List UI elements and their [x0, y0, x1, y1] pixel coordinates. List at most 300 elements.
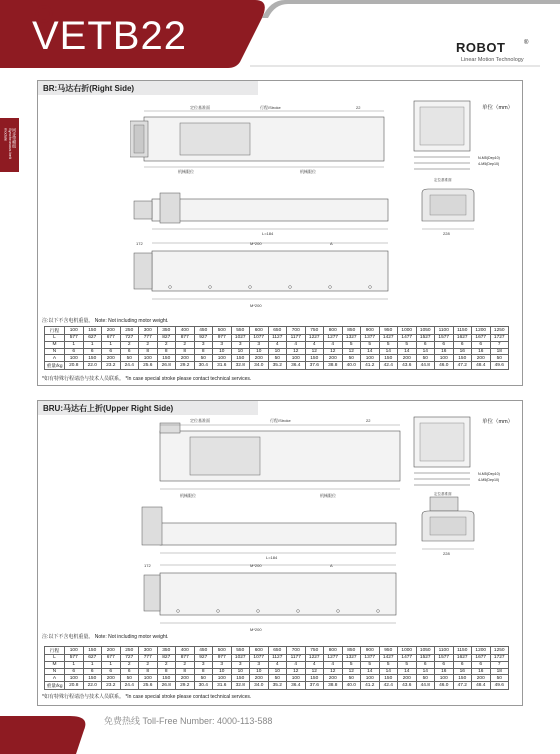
- brand-registered-mark: ®: [524, 40, 529, 46]
- table-cell: 100: [287, 355, 306, 362]
- table-cell: 10: [231, 348, 250, 355]
- table-cell: 150: [83, 647, 102, 655]
- table-cell: 30.4: [194, 682, 213, 690]
- table-cell: 550: [231, 647, 250, 655]
- svg-text:机械限位: 机械限位: [180, 493, 196, 498]
- table-cell: 1377: [361, 335, 380, 342]
- table-cell: 24.4: [120, 362, 139, 370]
- table-cell: 50: [120, 355, 139, 362]
- table-cell: 150: [305, 675, 324, 682]
- svg-text:A: A: [330, 563, 333, 568]
- table-cell: 10: [250, 668, 269, 675]
- table-cell: 5: [379, 661, 398, 668]
- table-cell: 49.6: [490, 682, 509, 690]
- table-cell: 31.6: [213, 682, 232, 690]
- row-label: N: [45, 668, 65, 675]
- table-cell: 16: [472, 668, 491, 675]
- svg-text:机械限位: 机械限位: [320, 493, 336, 498]
- table-cell: 1127: [268, 655, 287, 662]
- profile-view-drawing: [416, 185, 480, 237]
- table-cell: 12: [305, 348, 324, 355]
- table-cell: 34.0: [250, 682, 269, 690]
- table-cell: 41.2: [361, 362, 380, 370]
- spec-table-upper-right-side: [44, 646, 509, 690]
- table-cell: 1477: [398, 335, 417, 342]
- table-cell: 1: [65, 341, 84, 348]
- svg-text:L=184: L=184: [266, 555, 278, 560]
- table-cell: 44.8: [416, 682, 435, 690]
- table-cell: 150: [231, 675, 250, 682]
- table-cell: 12: [287, 668, 306, 675]
- table-cell: 500: [213, 327, 232, 335]
- table-cell: 4: [268, 661, 287, 668]
- table-cell: 200: [472, 355, 491, 362]
- table-cell: 50: [342, 355, 361, 362]
- table-cell: 450: [194, 327, 213, 335]
- top-view-drawing: [130, 417, 420, 501]
- table-cell: 40.0: [342, 362, 361, 370]
- table-cell: 6: [416, 661, 435, 668]
- table-cell: 50: [268, 675, 287, 682]
- table-cell: 50: [120, 675, 139, 682]
- table-cell: 12: [324, 348, 343, 355]
- table-cell: 2: [120, 341, 139, 348]
- table-cell: 550: [231, 327, 250, 335]
- table-cell: 827: [157, 655, 176, 662]
- table-cell: 37.6: [305, 682, 324, 690]
- table-cell: 46.0: [435, 362, 454, 370]
- table-cell: 16: [453, 668, 472, 675]
- table-cell: 14: [416, 668, 435, 675]
- svg-text:M*200: M*200: [250, 627, 262, 632]
- table-row: [45, 655, 509, 662]
- table-cell: 14: [361, 668, 380, 675]
- table-cell: 1727: [490, 335, 509, 342]
- table-cell: 1100: [435, 647, 454, 655]
- table-cell: 8: [139, 348, 158, 355]
- table-cell: 900: [361, 327, 380, 335]
- table-row: [45, 647, 509, 655]
- dim-mech-limit-label: 机械限位: [178, 169, 194, 174]
- table-cell: 200: [102, 327, 121, 335]
- row-label: M: [45, 661, 65, 668]
- dim-mech-limit-label-2: 机械限位: [300, 169, 316, 174]
- table-cell: 1: [65, 661, 84, 668]
- table-cell: 6: [120, 348, 139, 355]
- table-cell: 5: [342, 661, 361, 668]
- table-cell: 30.4: [194, 362, 213, 370]
- bottom-view-drawing: [130, 561, 430, 637]
- special-stroke-note: *如有特殊行程请洽与技术人员联系。 *In case special stroke please contact technical services.: [42, 694, 252, 700]
- table-row: [45, 335, 509, 342]
- table-cell: 1327: [342, 335, 361, 342]
- table-cell: 1: [83, 661, 102, 668]
- table-cell: 8: [139, 668, 158, 675]
- table-cell: 50: [490, 675, 509, 682]
- table-cell: 6: [453, 341, 472, 348]
- table-cell: 950: [379, 647, 398, 655]
- table-cell: 44.8: [416, 362, 435, 370]
- dim-22-label: 22: [356, 105, 361, 110]
- table-cell: 777: [139, 655, 158, 662]
- table-cell: 1250: [490, 327, 509, 335]
- page-title: VETB22: [32, 14, 187, 58]
- svg-text:定位基准面: 定位基准面: [434, 492, 452, 496]
- table-cell: 35.2: [268, 682, 287, 690]
- table-cell: 14: [416, 348, 435, 355]
- table-cell: 41.2: [361, 682, 380, 690]
- table-cell: 200: [102, 647, 121, 655]
- end-view-drawing: [406, 95, 478, 183]
- table-cell: 2: [157, 661, 176, 668]
- table-cell: 800: [324, 327, 343, 335]
- table-cell: 927: [194, 655, 213, 662]
- table-cell: 1: [102, 661, 121, 668]
- table-cell: 12: [287, 348, 306, 355]
- table-cell: 877: [176, 335, 195, 342]
- table-cell: 2: [157, 341, 176, 348]
- unit-label: 单位（mm）: [482, 419, 514, 425]
- table-cell: 16: [435, 668, 454, 675]
- table-cell: 5: [361, 341, 380, 348]
- table-cell: 500: [213, 647, 232, 655]
- table-cell: 850: [342, 327, 361, 335]
- table-cell: 2: [120, 661, 139, 668]
- table-cell: 43.6: [398, 682, 417, 690]
- table-cell: 700: [287, 647, 306, 655]
- screw-callout: N-M5(Dep10): [478, 156, 500, 160]
- table-row: [45, 668, 509, 675]
- table-cell: 250: [120, 327, 139, 335]
- table-cell: 150: [231, 355, 250, 362]
- brand-name: ROBOT: [456, 40, 506, 55]
- table-cell: 100: [287, 675, 306, 682]
- table-cell: 12: [324, 668, 343, 675]
- table-cell: 100: [65, 327, 84, 335]
- table-cell: 777: [139, 335, 158, 342]
- table-cell: 6: [83, 668, 102, 675]
- table-cell: 26.8: [157, 682, 176, 690]
- table-cell: 1177: [287, 655, 306, 662]
- table-cell: 150: [379, 355, 398, 362]
- table-cell: 200: [472, 675, 491, 682]
- table-cell: 32.8: [231, 362, 250, 370]
- table-cell: 4: [324, 661, 343, 668]
- end-view-callouts: [478, 471, 500, 483]
- table-cell: 50: [194, 675, 213, 682]
- table-cell: 48.4: [472, 362, 491, 370]
- table-cell: 5: [361, 661, 380, 668]
- table-cell: 200: [398, 355, 417, 362]
- table-cell: 37.6: [305, 362, 324, 370]
- table-cell: 150: [83, 327, 102, 335]
- table-cell: 16: [453, 348, 472, 355]
- table-cell: 10: [213, 348, 232, 355]
- table-cell: 200: [398, 675, 417, 682]
- table-cell: 46.0: [435, 682, 454, 690]
- table-cell: 1677: [472, 655, 491, 662]
- row-label: L: [45, 655, 65, 662]
- table-cell: 3: [194, 341, 213, 348]
- table-cell: 577: [65, 335, 84, 342]
- table-cell: 18: [490, 668, 509, 675]
- table-cell: 5: [379, 341, 398, 348]
- svg-text:行程/Stroke: 行程/Stroke: [270, 418, 291, 423]
- table-cell: 5: [398, 661, 417, 668]
- table-cell: 47.2: [453, 682, 472, 690]
- table-cell: 450: [194, 647, 213, 655]
- screw-callout: N-M5(Dep10): [478, 472, 500, 476]
- table-cell: 29.2: [176, 362, 195, 370]
- table-cell: 43.6: [398, 362, 417, 370]
- svg-text:22: 22: [366, 418, 371, 423]
- table-cell: 16: [472, 348, 491, 355]
- front-view-drawing: [130, 189, 400, 237]
- table-cell: 100: [65, 647, 84, 655]
- table-cell: 22.0: [83, 362, 102, 370]
- table-cell: 150: [305, 355, 324, 362]
- spec-table-right-side: [44, 326, 509, 370]
- table-cell: 100: [139, 675, 158, 682]
- page-header: [0, 0, 560, 68]
- table-cell: 200: [102, 355, 121, 362]
- table-cell: 20.8: [65, 682, 84, 690]
- section-upper-right-side: [37, 400, 523, 706]
- table-cell: 150: [453, 675, 472, 682]
- table-cell: 3: [250, 341, 269, 348]
- table-cell: 8: [176, 348, 195, 355]
- table-cell: 150: [453, 355, 472, 362]
- svg-text:M*200: M*200: [250, 303, 262, 308]
- table-cell: 200: [324, 355, 343, 362]
- table-cell: 150: [83, 355, 102, 362]
- table-row: [45, 341, 509, 348]
- table-row: [45, 682, 509, 690]
- row-label: L: [45, 335, 65, 342]
- table-row: [45, 327, 509, 335]
- table-cell: 4: [305, 661, 324, 668]
- svg-text:A: A: [330, 241, 333, 246]
- table-cell: 4: [268, 341, 287, 348]
- svg-text:172: 172: [136, 241, 143, 246]
- section-heading-bar: [38, 401, 258, 415]
- table-cell: 3: [231, 661, 250, 668]
- table-cell: 42.4: [379, 682, 398, 690]
- table-cell: 1077: [250, 655, 269, 662]
- table-cell: 42.4: [379, 362, 398, 370]
- table-cell: 6: [453, 661, 472, 668]
- table-cell: 6: [102, 668, 121, 675]
- table-cell: 927: [194, 335, 213, 342]
- table-row: [45, 661, 509, 668]
- table-cell: 350: [157, 327, 176, 335]
- table-cell: 6: [65, 348, 84, 355]
- table-cell: 3: [231, 341, 250, 348]
- table-cell: 12: [305, 668, 324, 675]
- table-cell: 650: [268, 647, 287, 655]
- table-cell: 250: [120, 647, 139, 655]
- table-cell: 6: [472, 661, 491, 668]
- table-cell: 750: [305, 327, 324, 335]
- table-cell: 600: [250, 647, 269, 655]
- table-cell: 100: [65, 675, 84, 682]
- table-cell: 1027: [231, 655, 250, 662]
- svg-text:定位基准面: 定位基准面: [434, 178, 452, 182]
- table-cell: 1177: [287, 335, 306, 342]
- table-cell: 1150: [453, 327, 472, 335]
- robot-logo-icon: [0, 0, 140, 30]
- table-cell: 200: [176, 355, 195, 362]
- table-cell: 10: [268, 348, 287, 355]
- table-cell: 31.6: [213, 362, 232, 370]
- table-cell: 200: [176, 675, 195, 682]
- table-cell: 32.8: [231, 682, 250, 690]
- table-cell: 100: [139, 355, 158, 362]
- section-right-side: [37, 80, 523, 386]
- table-cell: 1577: [435, 655, 454, 662]
- table-cell: 1127: [268, 335, 287, 342]
- table-cell: 4: [305, 341, 324, 348]
- brand-subtitle: Linear Motion Technology: [461, 57, 524, 63]
- table-cell: 38.8: [324, 362, 343, 370]
- special-stroke-note: *如有特殊行程请洽与技术人员联系。 *In case special stroke please contact technical services.: [42, 376, 252, 382]
- table-cell: 727: [120, 655, 139, 662]
- table-cell: 14: [379, 668, 398, 675]
- table-cell: 200: [250, 355, 269, 362]
- table-cell: 23.2: [102, 362, 121, 370]
- svg-text:228: 228: [443, 231, 450, 236]
- row-label: A: [45, 355, 65, 362]
- table-cell: 100: [435, 355, 454, 362]
- table-cell: 677: [102, 335, 121, 342]
- table-cell: 6: [435, 341, 454, 348]
- table-cell: 1227: [305, 335, 324, 342]
- table-cell: 650: [268, 327, 287, 335]
- table-cell: 50: [416, 675, 435, 682]
- table-cell: 23.2: [102, 682, 121, 690]
- top-view-drawing: [130, 103, 420, 175]
- table-cell: 8: [176, 668, 195, 675]
- table-cell: 1: [102, 341, 121, 348]
- table-cell: 4: [287, 661, 306, 668]
- table-cell: 300: [139, 327, 158, 335]
- table-cell: 1027: [231, 335, 250, 342]
- table-cell: 1277: [324, 335, 343, 342]
- table-cell: 35.2: [268, 362, 287, 370]
- table-cell: 1627: [453, 335, 472, 342]
- table-cell: 50: [416, 355, 435, 362]
- table-cell: 350: [157, 647, 176, 655]
- table-row: [45, 675, 509, 682]
- table-cell: 29.2: [176, 682, 195, 690]
- table-cell: 1527: [416, 335, 435, 342]
- table-cell: 577: [65, 655, 84, 662]
- table-cell: 50: [194, 355, 213, 362]
- table-cell: 16: [435, 348, 454, 355]
- svg-text:L=184: L=184: [262, 231, 274, 236]
- side-category-tab: [0, 118, 19, 172]
- front-view-drawing: [130, 505, 400, 561]
- table-cell: 6: [83, 348, 102, 355]
- table-cell: 50: [342, 675, 361, 682]
- table-cell: 977: [213, 335, 232, 342]
- table-cell: 2: [139, 341, 158, 348]
- table-cell: 677: [102, 655, 121, 662]
- table-cell: 36.4: [287, 682, 306, 690]
- table-cell: 877: [176, 655, 195, 662]
- table-cell: 25.6: [139, 362, 158, 370]
- table-cell: 8: [194, 668, 213, 675]
- table-cell: 1427: [379, 655, 398, 662]
- table-cell: 6: [416, 341, 435, 348]
- table-cell: 1677: [472, 335, 491, 342]
- table-row: [45, 348, 509, 355]
- svg-text:228: 228: [443, 551, 450, 556]
- table-cell: 34.0: [250, 362, 269, 370]
- table-cell: 14: [361, 348, 380, 355]
- table-cell: 40.0: [342, 682, 361, 690]
- table-cell: 1: [83, 341, 102, 348]
- table-cell: 6: [102, 348, 121, 355]
- table-cell: 1227: [305, 655, 324, 662]
- table-cell: 6: [65, 668, 84, 675]
- table-cell: 400: [176, 647, 195, 655]
- table-cell: 8: [157, 348, 176, 355]
- table-cell: 6: [472, 341, 491, 348]
- screw-callout-2: 4-M5(Dep10): [478, 162, 500, 166]
- table-row: [45, 355, 509, 362]
- table-cell: 100: [213, 355, 232, 362]
- motor-weight-note: 注:以下不含电机重量。 Note: Not including motor weight.: [42, 634, 169, 640]
- table-cell: 7: [490, 661, 509, 668]
- table-cell: 1477: [398, 655, 417, 662]
- table-cell: 49.6: [490, 362, 509, 370]
- table-cell: 36.4: [287, 362, 306, 370]
- table-cell: 4: [324, 341, 343, 348]
- table-cell: 3: [213, 341, 232, 348]
- table-cell: 977: [213, 655, 232, 662]
- table-cell: 950: [379, 327, 398, 335]
- table-cell: 727: [120, 335, 139, 342]
- table-cell: 2: [176, 661, 195, 668]
- row-label: A: [45, 675, 65, 682]
- table-cell: 10: [268, 668, 287, 675]
- table-cell: 627: [83, 335, 102, 342]
- table-cell: 150: [157, 355, 176, 362]
- table-cell: 3: [213, 661, 232, 668]
- table-cell: 1577: [435, 335, 454, 342]
- table-cell: 1200: [472, 647, 491, 655]
- side-category-label: 同步带模组 Synchronous belt module: [3, 128, 18, 159]
- row-label: 重量/kg: [45, 362, 65, 370]
- profile-view-drawing: [416, 495, 480, 557]
- section-heading: BR:马达右折(Right Side): [43, 84, 135, 93]
- table-cell: 100: [213, 675, 232, 682]
- table-cell: 200: [324, 675, 343, 682]
- table-cell: 1250: [490, 647, 509, 655]
- row-label: 重量/kg: [45, 682, 65, 690]
- table-cell: 1200: [472, 327, 491, 335]
- table-cell: 200: [250, 675, 269, 682]
- table-cell: 300: [139, 647, 158, 655]
- end-view-callouts: [478, 155, 500, 167]
- table-cell: 1427: [379, 335, 398, 342]
- table-cell: 3: [250, 661, 269, 668]
- table-cell: 12: [342, 668, 361, 675]
- table-cell: 1327: [342, 655, 361, 662]
- table-cell: 3: [194, 661, 213, 668]
- table-cell: 47.2: [453, 362, 472, 370]
